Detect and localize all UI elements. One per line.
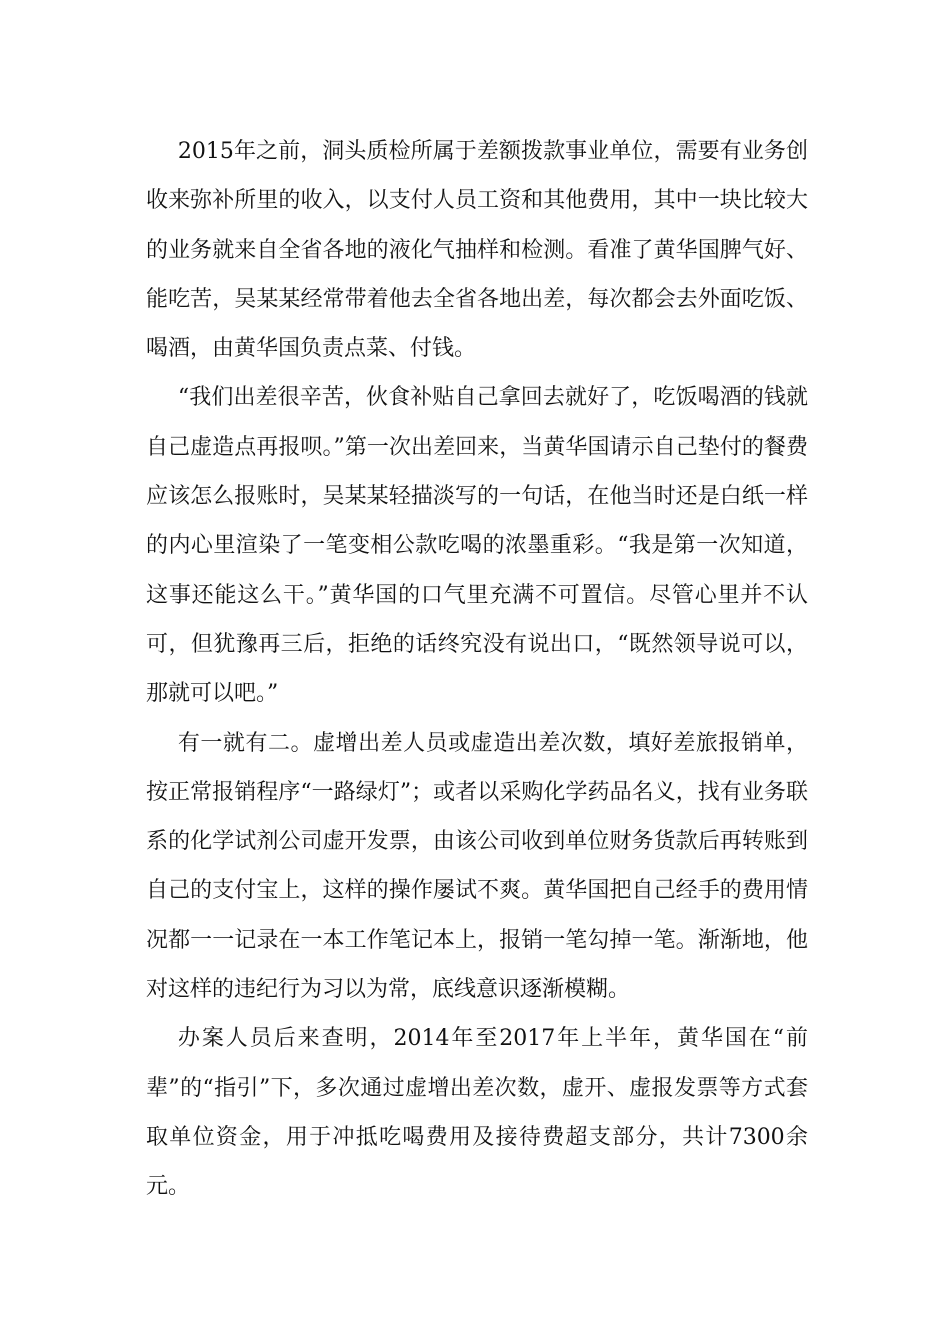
paragraph-3: 有一就有二。虚增出差人员或虚造出差次数，填好差旅报销单，按正常报销程序“一路绿灯”；或者以采购化学药品名义，找有业务联系的化学试剂公司虚开发票，由该公司收到单位财务货款后再转账到自己的支付宝上，这样的操作屡试不爽。黄华国把自己经手的费用情况都一一记录在一本工作笔记本上，报销一笔勾掉一笔。渐渐地，他对这样的违纪行为习以为常，底线意识逐渐模糊。: [146, 730, 808, 1003]
paragraph-1: 2015年之前，洞头质检所属于差额拨款事业单位，需要有业务创收来弥补所里的收入，以支付人员工资和其他费用，其中一块比较大的业务就来自全省各地的液化气抽样和检测。看准了黄华国脾气好、能吃苦，吴某某经常带着他去全省各地出差，每次都会去外面吃饭、喝酒，由黄华国负责点菜、付钱。: [146, 139, 808, 362]
article-body: [146, 127, 808, 1212]
paragraph-2: “我们出差很辛苦，伙食补贴自己拿回去就好了，吃饭喝酒的钱就自己虚造点再报呗。”第一次出差回来，当黄华国请示自己垫付的餐费应该怎么报账时，吴某某轻描淡写的一句话，在他当时还是白纸一样的内心里渲染了一笔变相公款吃喝的浓墨重彩。“我是第一次知道，这事还能这么干。”黄华国的口气里充满不可置信。尽管心里并不认可，但犹豫再三后，拒绝的话终究没有说出口，“既然领导说可以，那就可以吧。”: [146, 385, 808, 707]
paragraph-4: 办案人员后来查明，2014年至2017年上半年，黄华国在“前辈”的“指引”下，多次通过虚增出差次数，虚开、虚报发票等方式套取单位资金，用于冲抵吃喝费用及接待费超支部分，共计7300余元。: [146, 1026, 808, 1200]
